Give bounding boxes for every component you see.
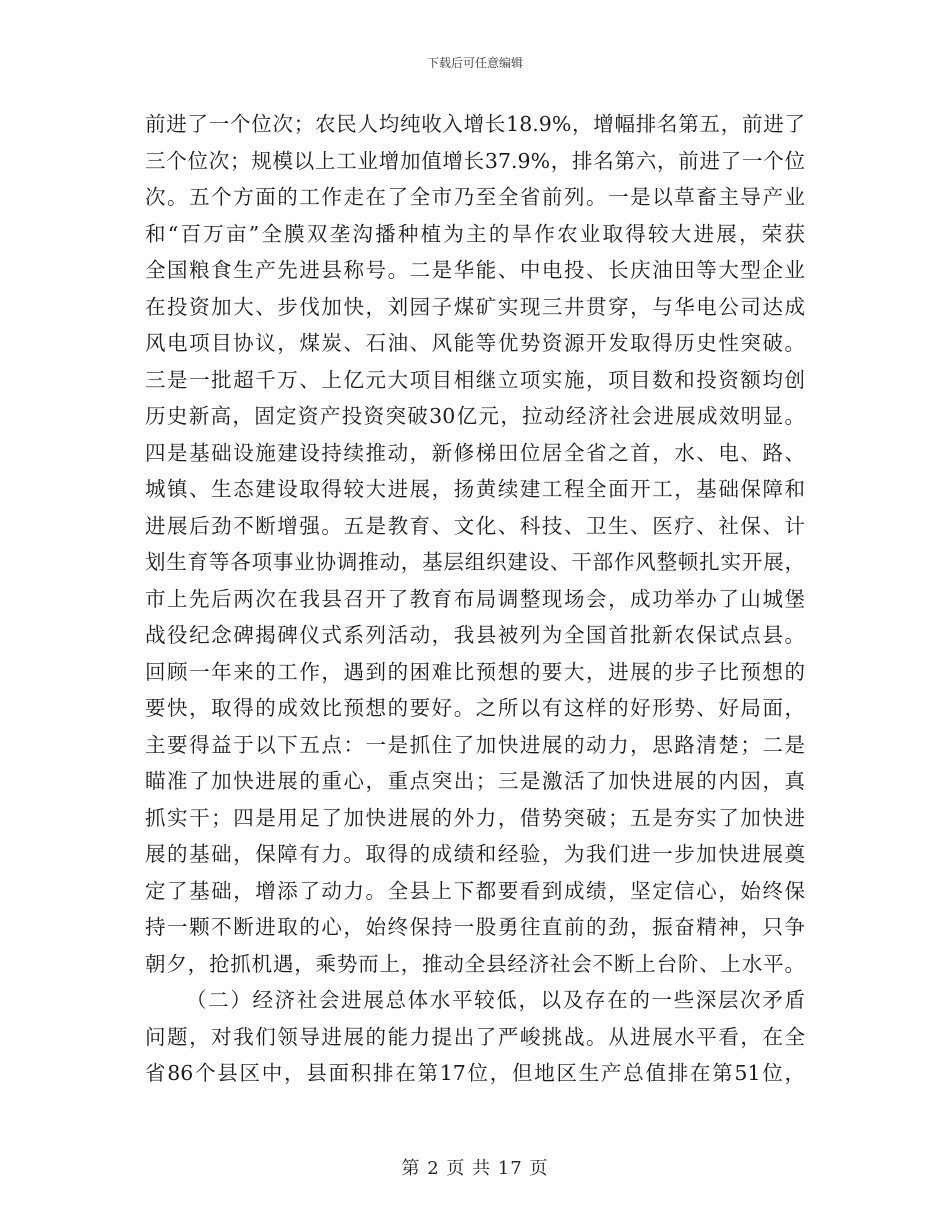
- document-body: [145, 106, 805, 1092]
- page-footer: 第 2 页 共 17 页: [401, 1158, 549, 1179]
- text-line: 持一颗不断进取的心，始终保持一股勇往直前的劲，振奋精神，只争: [145, 915, 805, 939]
- text-line: 问题，对我们领导进展的能力提出了严峻挑战。从进展水平看，在全: [145, 1024, 805, 1049]
- text-line: 市上先后两次在我县召开了教育布局调整现场会，成功举办了山城堡: [145, 586, 805, 611]
- text-line: 进展后劲不断增强。五是教育、文化、科技、卫生、医疗、社保、计: [145, 513, 805, 538]
- text-line: 三是一批超千万、上亿元大项目相继立项实施，项目数和投资额均创: [145, 367, 805, 392]
- text-line: 省86个县区中，县面积排在第17位，但地区生产总值排在第51位，: [145, 1061, 805, 1085]
- text-line: 抓实干；四是用足了加快进展的外力，借势突破；五是夯实了加快进: [145, 805, 805, 830]
- text-line: 次。五个方面的工作走在了全市乃至全省前列。一是以草畜主导产业: [145, 185, 805, 209]
- text-line: 瞄准了加快进展的重心，重点突出；三是激活了加快进展的内因，真: [145, 769, 805, 793]
- text-line: 三个位次；规模以上工业增加值增长37.9%，排名第六，前进了一个位: [145, 148, 805, 173]
- text-line: 历史新高，固定资产投资突破30亿元，拉动经济社会进展成效明显。: [145, 404, 805, 428]
- paragraph-start-line: （二）经济社会进展总体水平较低，以及存在的一些深层次矛盾: [186, 988, 805, 1012]
- text-line: 划生育等各项事业协调推动，基层组织建设、干部作风整顿扎实开展，: [145, 550, 805, 574]
- text-line: 回顾一年来的工作，遇到的困难比预想的要大，进展的步子比预想的: [145, 659, 805, 684]
- text-line: 四是基础设施建设持续推动，新修梯田位居全省之首，水、电、路、: [145, 440, 805, 465]
- text-line: 战役纪念碑揭碑仪式系列活动，我县被列为全国首批新农保试点县。: [145, 623, 805, 647]
- text-line: 风电项目协议，煤炭、石油、风能等优势资源开发取得历史性突破。: [145, 331, 805, 355]
- text-line: 朝夕，抢抓机遇，乘势而上，推动全县经济社会不断上台阶、上水平。: [145, 951, 805, 976]
- text-line: 定了基础，增添了动力。全县上下都要看到成绩，坚定信心，始终保: [145, 878, 805, 903]
- text-line: 和“百万亩”全膜双垄沟播种植为主的旱作农业取得较大进展，荣获: [145, 221, 805, 246]
- text-line: 要快，取得的成效比预想的要好。之所以有这样的好形势、好局面，: [145, 696, 805, 720]
- text-line: 全国粮食生产先进县称号。二是华能、中电投、长庆油田等大型企业: [145, 258, 805, 282]
- text-line: 城镇、生态建设取得较大进展，扬黄续建工程全面开工，基础保障和: [145, 477, 805, 501]
- text-line: 在投资加大、步伐加快，刘园子煤矿实现三井贯穿，与华电公司达成: [145, 294, 805, 319]
- text-line: 前进了一个位次；农民人均纯收入增长18.9%，增幅排名第五，前进了: [145, 112, 805, 136]
- text-line: 展的基础，保障有力。取得的成绩和经验，为我们进一步加快进展奠: [145, 842, 805, 866]
- text-line: 主要得益于以下五点：一是抓住了加快进展的动力，思路清楚；二是: [145, 732, 805, 757]
- page-header: 下载后可任意编辑: [426, 56, 523, 70]
